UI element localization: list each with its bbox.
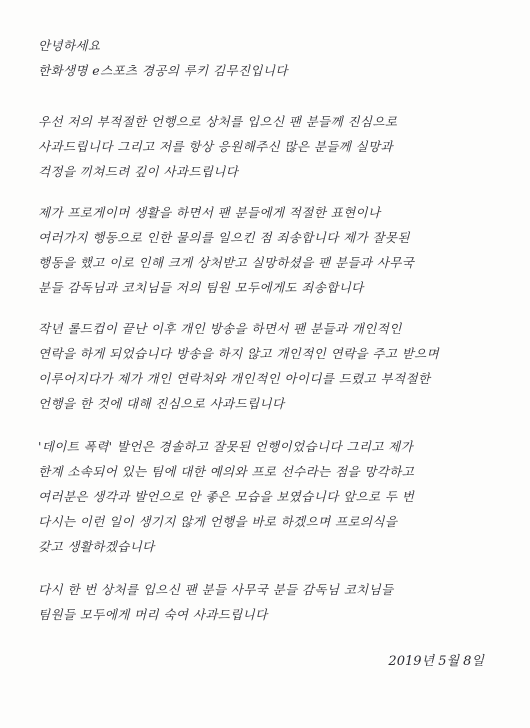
paragraph-1-line-2: 사과드립니다 그리고 저를 항상 응원해주신 많은 분들께 실망과 (38, 139, 393, 154)
paragraph-2-line-4: 분들 감독님과 코치님들 저의 팀원 모두에게도 죄송합니다 (38, 280, 364, 295)
letter-intro: 한화생명 e스포츠 경공의 루키 김무진입니다 (38, 63, 288, 78)
paragraph-5-line-2: 팀원들 모두에게 머리 숙여 사과드립니다 (38, 607, 268, 622)
paragraph-3-line-1: 작년 롤드컵이 끝난 이후 개인 방송을 하면서 팬 분들과 개인적인 (38, 321, 402, 336)
paragraph-4-line-4: 다시는 이런 일이 생기지 않게 언행을 바로 하겠으며 프로의식을 (38, 514, 398, 529)
paragraph-2-line-2: 여러가지 행동으로 인한 물의를 일으킨 점 죄송합니다 제가 잘못된 (38, 230, 410, 245)
paragraph-2-line-1: 제가 프로게이머 생활을 하면서 팬 분들에게 적절한 표현이나 (38, 205, 381, 220)
paragraph-2-line-3: 행동을 했고 이로 인해 크게 상처받고 실망하셨을 팬 분들과 사무국 (38, 255, 415, 270)
paragraph-3-line-3: 이루어지다가 제가 개인 연락처와 개인적인 아이디를 드렸고 부적절한 (38, 371, 431, 386)
paragraph-3-line-4: 언행을 한 것에 대해 진심으로 사과드립니다 (38, 396, 285, 411)
paragraph-4-line-5: 갖고 생활하겠습니다 (38, 539, 155, 554)
paragraph-1-line-1: 우선 저의 부적절한 언행으로 상처를 입으신 팬 분들께 진심으로 (38, 114, 398, 129)
paragraph-4-line-3: 여러분은 생각과 발언으로 안 좋은 모습을 보였습니다 앞으로 두 번 (38, 489, 415, 504)
paragraph-4-line-1: '데이트 폭력' 발언은 경솔하고 잘못된 언행이었습니다 그리고 제가 (38, 439, 414, 454)
paragraph-1-line-3: 걱정을 끼쳐드려 깊이 사과드립니다 (38, 164, 239, 179)
letter-date: 2019년 5월 8일 (388, 654, 484, 669)
paragraph-5-line-1: 다시 한 번 상처를 입으신 팬 분들 사무국 분들 감독님 코치님들 (38, 582, 394, 597)
paragraph-3-line-2: 연락을 하게 되었습니다 방송을 하지 않고 개인적인 연락을 주고 받으며 (38, 346, 440, 361)
paragraph-4-line-2: 한계 소속되어 있는 팀에 대한 예의와 프로 선수라는 점을 망각하고 (38, 464, 415, 479)
letter-greeting: 안녕하세요 (38, 38, 101, 53)
